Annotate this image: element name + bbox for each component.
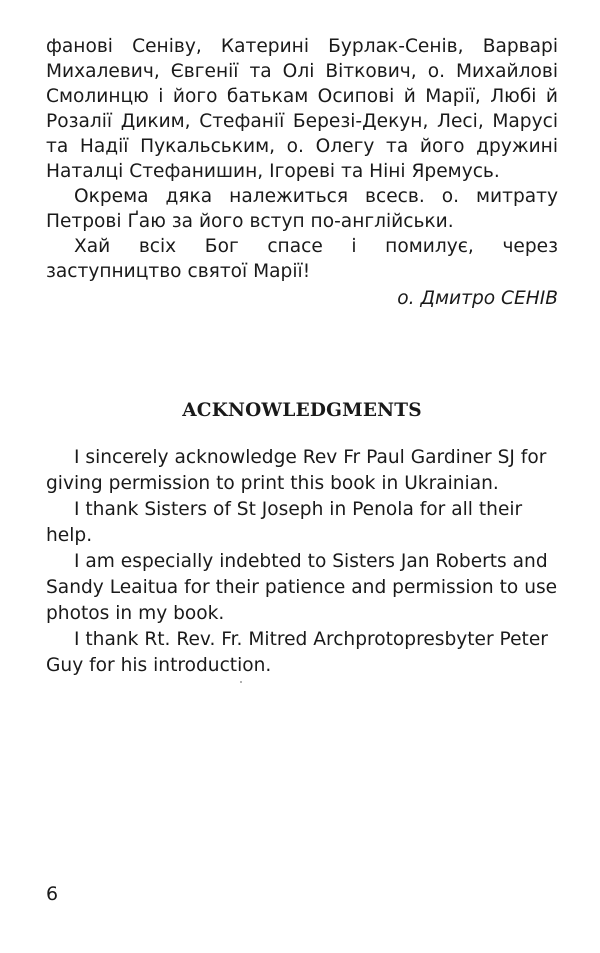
page-number: 6 (46, 883, 59, 905)
ukrainian-thanks-section (46, 34, 558, 311)
acknowledgments-section (46, 399, 558, 679)
acknowledgments-heading: ACKNOWLEDGMENTS (182, 400, 422, 421)
print-speck (240, 681, 242, 683)
ukrainian-paragraph-2: Окрема дяка належиться всесв. о. митрату Петрові Ґаю за його вступ по-англійськи. (46, 186, 558, 232)
ukrainian-paragraph-3: Хай всіх Бог спасе і помилує, через заступництво святої Марії! (46, 236, 558, 282)
ukrainian-paragraph-1: фанові Сеніву, Катерині Бурлак-Сенів, Варварі Михалевич, Євгенії та Олі Віткович, о. Михайлові Смолинцю і його батькам Осипові й Марії, Любі й Розалії Диким, Стефанії Березі-Декун, Лесі, Марусі та Надії Пукальським, о. Олегу та його дружині Наталці Стефанишин, Ігореві та Ніні Яремусь. (46, 36, 558, 182)
acknowledgment-paragraph: I sincerely acknowledge Rev Fr Paul Gardiner SJ for giving permission to print this book in Ukrainian. (46, 447, 547, 494)
acknowledgment-paragraph: I thank Sisters of St Joseph in Penola for all their help. (46, 499, 523, 546)
acknowledgment-paragraph: I thank Rt. Rev. Fr. Mitred Archprotopresbyter Peter Guy for his introduction. (46, 629, 548, 676)
acknowledgment-paragraph: I am especially indebted to Sisters Jan Roberts and Sandy Leaitua for their patience and permission to use photos in my book. (46, 551, 558, 624)
book-page (46, 34, 558, 679)
author-signature: о. Дмитро СЕНІВ (397, 288, 558, 309)
